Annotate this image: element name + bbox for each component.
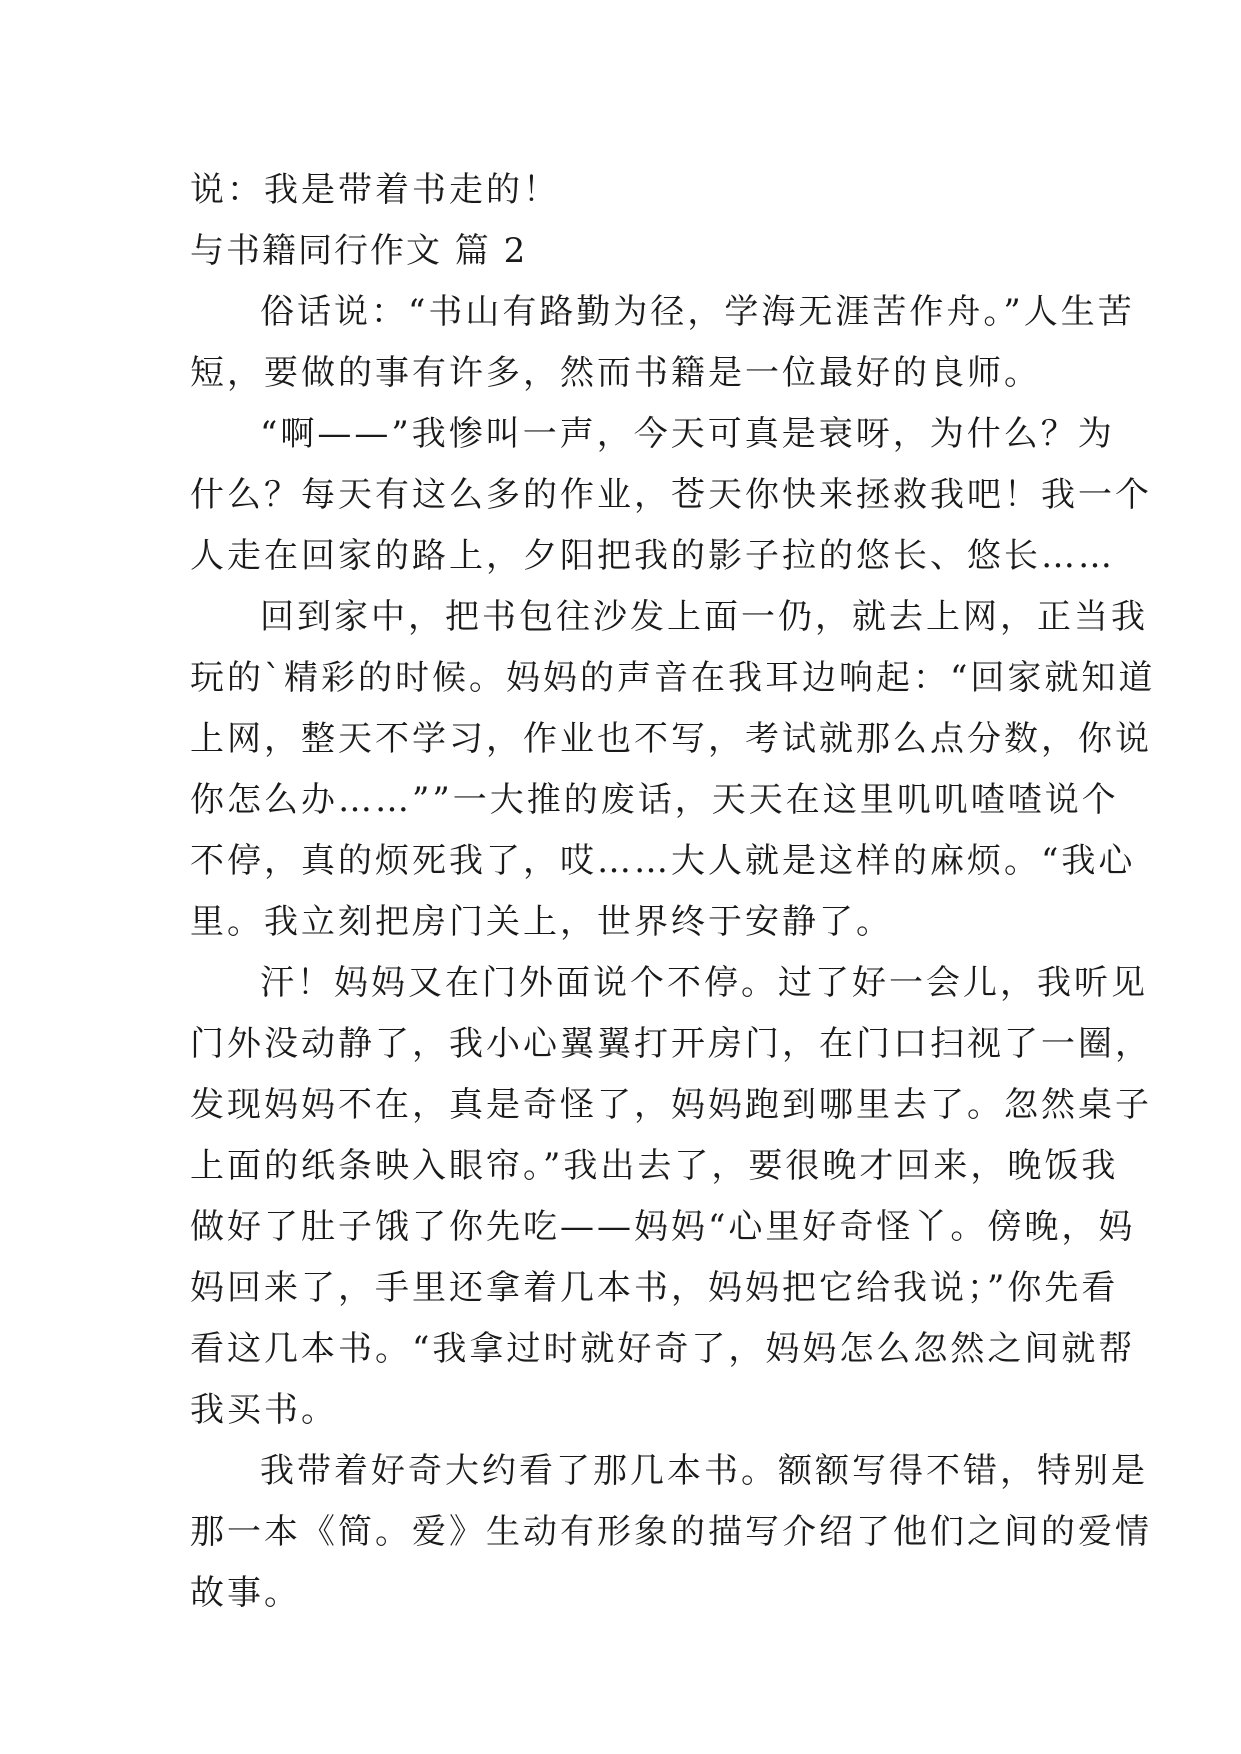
paragraph-line: 回到家中，把书包往沙发上面一仍，就去上网，正当我 [260,597,1148,637]
paragraph-line: 门外没动静了，我小心翼翼打开房门，在门口扫视了一圈， [190,1024,1152,1064]
paragraph-line: 发现妈妈不在，真是奇怪了，妈妈跑到哪里去了。忽然桌子 [190,1085,1152,1125]
paragraph-line: 做好了肚子饿了你先吃——妈妈“心里好奇怪丫。傍晚，妈 [190,1207,1136,1247]
paragraph-line: 你怎么办……””一大推的废话，天天在这里叽叽喳喳说个 [190,780,1119,820]
paragraph-5 [190,1441,1152,1624]
paragraph-line: 我带着好奇大约看了那几本书。额额写得不错，特别是 [260,1451,1148,1491]
paragraph-line: 里。我立刻把房门关上，世界终于安静了。 [190,902,893,942]
lead-line: 说：我是带着书走的！ [190,170,560,210]
paragraph-1 [190,282,1135,404]
paragraph-2 [190,404,1152,587]
paragraph-line: 那一本《简。爱》生动有形象的描写介绍了他们之间的爱情 [190,1512,1152,1552]
paragraph-line: 看这几本书。“我拿过时就好奇了，妈妈怎么忽然之间就帮 [190,1329,1136,1369]
paragraph-line: 妈回来了，手里还拿着几本书，妈妈把它给我说；”你先看 [190,1268,1119,1308]
paragraph-line: 上网，整天不学习，作业也不写，考试就那么点分数，你说 [190,719,1152,759]
paragraph-3 [190,587,1156,953]
paragraph-line: 什么？每天有这么多的作业，苍天你快来拯救我吧！我一个 [190,475,1152,515]
paragraph-line: 汗！妈妈又在门外面说个不停。过了好一会儿，我听见 [260,963,1148,1003]
paragraph-line: 故事。 [190,1573,301,1613]
paragraph-line: “啊——”我惨叫一声，今天可真是衰呀，为什么？为 [260,414,1115,454]
paragraph-line: 不停，真的烦死我了，哎……大人就是这样的麻烦。“我心 [190,841,1136,881]
paragraph-line: 短，要做的事有许多，然而书籍是一位最好的良师。 [190,353,1041,393]
paragraph-line: 我买书。 [190,1390,338,1430]
document-body [190,160,1156,1624]
paragraph-line: 上面的纸条映入眼帘。”我出去了，要很晚才回来，晚饭我 [190,1146,1119,1186]
paragraph-line: 俗话说：“书山有路勤为径，学海无涯苦作舟。”人生苦 [260,292,1135,332]
paragraph-line: 人走在回家的路上，夕阳把我的影子拉的悠长、悠长…… [190,536,1115,576]
paragraph-line: 玩的`精彩的时候。妈妈的声音在我耳边响起：“回家就知道 [190,658,1156,698]
paragraph-4 [190,953,1152,1441]
essay-title: 与书籍同行作文 篇 2 [190,231,528,271]
